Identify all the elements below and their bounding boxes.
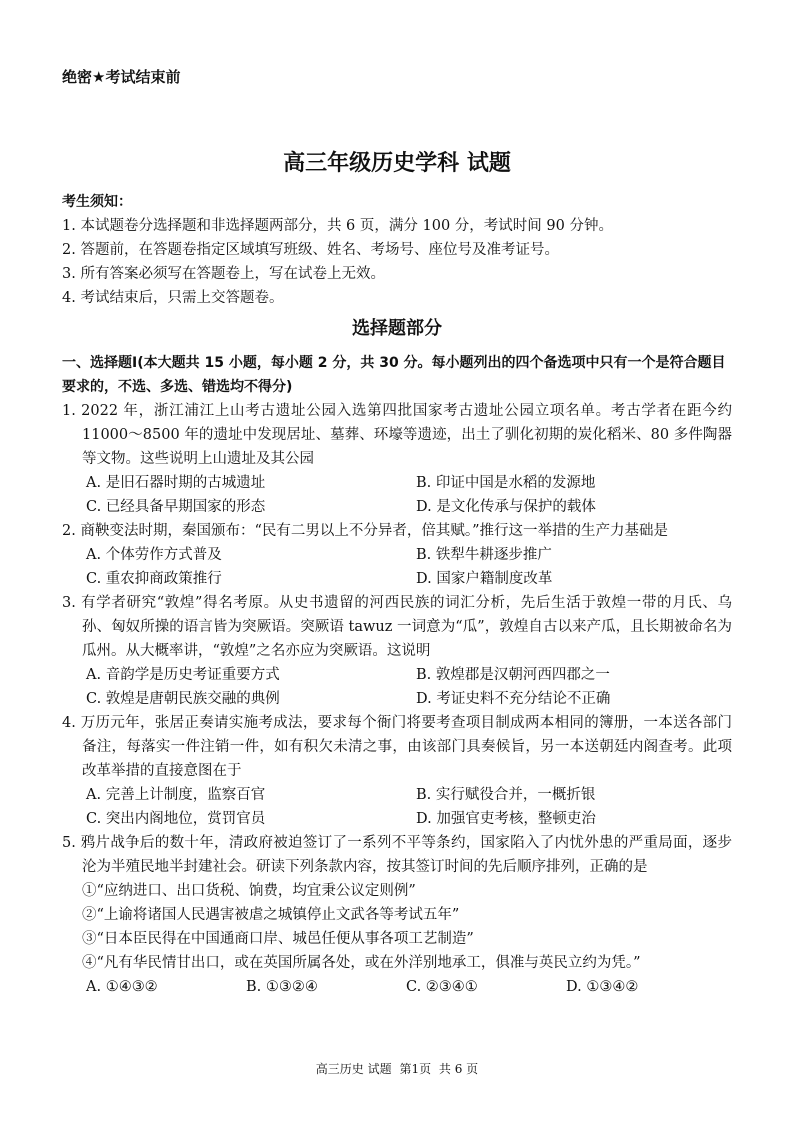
option-c: C. 重农抑商政策推行 bbox=[86, 571, 222, 587]
option-grid bbox=[62, 663, 732, 711]
option-d: D. 加强官吏考核，整顿吏治 bbox=[416, 811, 596, 827]
section-title: 选择题部分 bbox=[352, 318, 442, 339]
option-b: B. 铁犁牛耕逐步推广 bbox=[416, 547, 552, 563]
page-footer bbox=[0, 1060, 794, 1077]
treaty-clause: ④“凡有华民情甘出口，或在英国所属各处，或在外洋别地承工，俱准与英民立约为凭。” bbox=[82, 955, 641, 971]
option-a: A. 完善上计制度，监察百官 bbox=[86, 787, 266, 803]
option-grid bbox=[62, 471, 732, 519]
secret-label: 绝密★考试结束前 bbox=[62, 68, 181, 86]
page-title: 高三年级历史学科 试题 bbox=[283, 151, 511, 176]
option-b: B. 印证中国是水稻的发源地 bbox=[416, 475, 596, 491]
treaty-clause: ②“上谕将诸国人民遇害被虐之城镇停止文武各等考试五年” bbox=[82, 907, 460, 923]
option-a: A. 是旧石器时期的古城遗址 bbox=[86, 475, 266, 491]
question-2 bbox=[62, 519, 732, 591]
option-grid bbox=[62, 783, 732, 831]
question-stem: 4. 万历元年，张居正奏请实施考成法，要求每个衙门将要考查项目制成两本相同的簿册，一本送各部门备注，每落实一件注销一件，如有积欠未清之事，由该部门具奏候旨，另一本送朝廷内阁查考。此项改革举措的直接意图在于 bbox=[62, 715, 732, 779]
footer-total-pages: 共 6 页 bbox=[438, 1062, 479, 1076]
notice-item: 2. 答题前，在答题卷指定区域填写班级、姓名、考场号、座位号及准考证号。 bbox=[62, 242, 559, 258]
option-b: B. 敦煌郡是汉朝河西四郡之一 bbox=[416, 667, 610, 683]
question-4 bbox=[62, 711, 732, 831]
option-d: D. ①③④② bbox=[566, 979, 639, 995]
option-c: C. 突出内阁地位，赏罚官员 bbox=[86, 811, 266, 827]
notice-item: 3. 所有答案必须写在答题卷上，写在试卷上无效。 bbox=[62, 266, 385, 282]
question-stem: 3. 有学者研究“敦煌”得名考原。从史书遗留的河西民族的词汇分析，先后生活于敦煌一带的月氏、乌孙、匈奴所操的语言皆为突厥语。突厥语 tawuz 一词意为“瓜”，敦煌自古以来产瓜，且长期被命名为瓜州。从大概率讲，“敦煌”之名亦应为突厥语。这说明 bbox=[62, 595, 732, 659]
option-d: D. 考证史料不充分结论不正确 bbox=[416, 691, 611, 707]
option-c: C. ②③④① bbox=[406, 979, 478, 995]
exam-notice bbox=[62, 190, 742, 310]
option-c: C. 敦煌是唐朝民族交融的典例 bbox=[86, 691, 280, 707]
notice-item: 1. 本试题卷分选择题和非选择题两部分，共 6 页，满分 100 分，考试时间 90 分钟。 bbox=[62, 218, 613, 234]
footer-subject: 高三历史 试题 bbox=[315, 1062, 392, 1076]
question-stem: 2. 商鞅变法时期，秦国颁布：“民有二男以上不分异者，倍其赋。”推行这一举措的生产力基础是 bbox=[62, 523, 669, 539]
option-d: D. 是文化传承与保护的载体 bbox=[416, 499, 596, 515]
option-a: A. 音韵学是历史考证重要方式 bbox=[86, 667, 280, 683]
treaty-clause: ③“日本臣民得在中国通商口岸、城邑任便从事各项工艺制造” bbox=[82, 931, 474, 947]
treaty-clause: ①“应纳进口、出口货税、饷费，均宜秉公议定则例” bbox=[82, 883, 416, 899]
question-1 bbox=[62, 399, 732, 519]
option-a: A. ①④③② bbox=[86, 979, 158, 995]
question-stem: 5. 鸦片战争后的数十年，清政府被迫签订了一系列不平等条约，国家陷入了内忧外患的严重局面，逐步沦为半殖民地半封建社会。研读下列条款内容，按其签订时间的先后顺序排列，正确的是 bbox=[62, 835, 732, 875]
question-stem: 1. 2022 年，浙江浦江上山考古遗址公园入选第四批国家考古遗址公园立项名单。考古学者在距今约 11000～8500 年的遗址中发现居址、墓葬、环壕等遗迹，出土了驯化初期的炭化稻米、80 多件陶器等文物。这些说明上山遗址及其公园 bbox=[62, 403, 732, 467]
question-5 bbox=[62, 831, 732, 999]
option-grid bbox=[62, 543, 732, 591]
notice-item: 4. 考试结束后，只需上交答题卷。 bbox=[62, 290, 284, 306]
option-b: B. ①③②④ bbox=[246, 979, 318, 995]
footer-page-number: 第1页 bbox=[399, 1062, 432, 1076]
question-list bbox=[62, 399, 732, 999]
option-d: D. 国家户籍制度改革 bbox=[416, 571, 553, 587]
option-grid bbox=[62, 975, 732, 999]
option-c: C. 已经具备早期国家的形态 bbox=[86, 499, 266, 515]
option-a: A. 个体劳作方式普及 bbox=[86, 547, 222, 563]
notice-heading: 考生须知： bbox=[62, 194, 132, 210]
part-heading: 一、选择题Ⅰ(本大题共 15 小题，每小题 2 分，共 30 分。每小题列出的四个备选项中只有一个是符合题目要求的，不选、多选、错选均不得分) bbox=[62, 355, 726, 395]
question-3 bbox=[62, 591, 732, 711]
option-b: B. 实行赋役合并，一概折银 bbox=[416, 787, 596, 803]
